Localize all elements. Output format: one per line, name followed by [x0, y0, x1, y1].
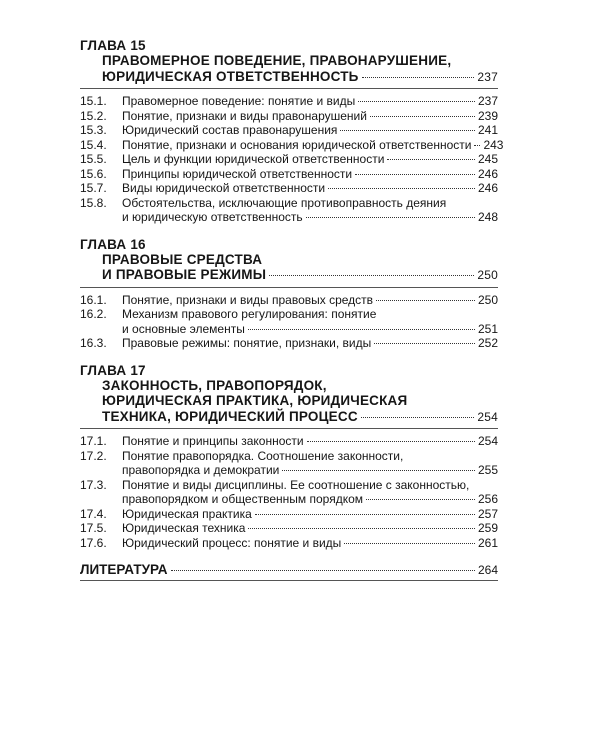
- chapter-divider: [80, 88, 498, 89]
- chapter-section: [80, 237, 498, 351]
- entry-body: [122, 181, 498, 196]
- entry-title: Понятие, признаки и виды правовых средств: [122, 292, 374, 307]
- toc-entry: [80, 137, 504, 153]
- entry-body: [122, 167, 498, 182]
- entry-title-last-line: [122, 152, 498, 167]
- chapter-title: [102, 378, 498, 426]
- entry-page-number: 259: [477, 521, 498, 535]
- entry-title-last-line: [122, 492, 498, 507]
- entry-number: 15.5.: [80, 152, 107, 166]
- entry-page-number: 257: [477, 506, 498, 521]
- entry-title-last-line: [122, 210, 498, 225]
- chapter-title-line: ЮРИДИЧЕСКАЯ ПРАКТИКА, ЮРИДИЧЕСКАЯ: [102, 393, 408, 408]
- toc-entry: [80, 434, 498, 449]
- entry-title-last-line: [122, 322, 498, 337]
- entry-title-last-line: [122, 109, 498, 124]
- chapter-title: [102, 53, 498, 85]
- entry-body: [122, 152, 498, 167]
- dot-leader: [340, 130, 475, 131]
- entry-page-number: 246: [477, 166, 498, 181]
- chapter-title-text: ТЕХНИКА, ЮРИДИЧЕСКИЙ ПРОЦЕСС: [102, 408, 358, 424]
- dot-leader: [282, 470, 475, 471]
- chapter-title-line: ПРАВОВЫЕ СРЕДСТВА: [102, 251, 263, 267]
- entry-body: [122, 536, 498, 551]
- entry-title: Юридическая практика: [122, 506, 252, 521]
- entry-title: Юридическая техника: [122, 521, 246, 535]
- chapter-label: ГЛАВА 15: [80, 38, 146, 53]
- entry-number: 15.4.: [80, 137, 107, 152]
- chapter-divider: [80, 428, 498, 429]
- entry-number: 17.2.: [80, 448, 107, 463]
- chapter-label: ГЛАВА 17: [80, 362, 146, 378]
- entry-body: [122, 336, 498, 351]
- entry-title-last-line: [122, 521, 498, 536]
- entry-body: [122, 449, 498, 478]
- dot-leader: [344, 543, 475, 544]
- entry-page-number: 254: [477, 434, 498, 448]
- entry-title: Понятие, признаки и виды правонарушений: [122, 108, 367, 123]
- toc-entry: [80, 152, 498, 167]
- toc-entry: [80, 181, 498, 196]
- entry-page-number: 246: [477, 181, 498, 195]
- entry-page-number: 248: [477, 210, 498, 224]
- chapter-divider: [80, 287, 498, 288]
- entry-title-line: Понятие и виды дисциплины. Ее соотношение с законностью,: [122, 477, 470, 492]
- entry-title: Цель и функции юридической ответственности: [122, 152, 385, 166]
- toc-entry: [80, 507, 498, 522]
- chapter-title-last-line: [102, 69, 498, 86]
- toc-entry: [80, 109, 498, 124]
- dot-leader: [362, 77, 475, 78]
- dot-leader: [248, 329, 475, 330]
- entry-number: 17.1.: [80, 434, 107, 448]
- entry-number: 15.8.: [80, 195, 107, 210]
- entry-body: [122, 521, 498, 536]
- chapter-section: [80, 38, 504, 225]
- toc-entry: [80, 293, 498, 308]
- chapter-page-number: 250: [477, 268, 498, 282]
- entry-number: 17.5.: [80, 521, 107, 535]
- entry-title: правопорядком и общественным порядком: [122, 492, 364, 506]
- entry-page-number: 255: [477, 463, 498, 477]
- entry-body: [122, 293, 498, 308]
- entry-title-last-line: [122, 167, 498, 182]
- entry-title: Понятие и принципы законности: [122, 434, 304, 448]
- entry-number: 16.2.: [80, 307, 107, 321]
- entry-body: [122, 94, 498, 109]
- literature-entry: [80, 562, 498, 577]
- entry-number: 17.4.: [80, 506, 107, 521]
- entry-page-number: 241: [477, 123, 498, 137]
- entry-title-last-line: [122, 536, 498, 551]
- entry-body: [122, 109, 498, 124]
- dot-leader: [374, 343, 475, 344]
- entry-body: [122, 196, 498, 225]
- entry-page-number: 245: [477, 152, 498, 166]
- entry-number: 17.6.: [80, 535, 107, 550]
- toc-entry: [80, 196, 498, 225]
- literature-label: ЛИТЕРАТУРА: [80, 562, 168, 577]
- dot-leader: [248, 528, 475, 529]
- entry-page-number: 256: [477, 492, 498, 506]
- entry-title: Юридический процесс: понятие и виды: [122, 535, 342, 550]
- chapter-page-number: 254: [477, 409, 498, 424]
- entry-title: правопорядка и демократии: [122, 463, 280, 477]
- entry-body: [122, 507, 498, 522]
- toc-entry: [80, 94, 498, 109]
- entry-page-number: 243: [483, 137, 504, 152]
- dot-leader: [255, 514, 475, 515]
- entry-title-last-line: [122, 293, 498, 308]
- entry-title-line: Понятие правопорядка. Соотношение законности,: [122, 448, 404, 463]
- entry-body: [122, 123, 498, 138]
- dot-leader: [328, 188, 475, 189]
- chapter-section: [80, 363, 498, 551]
- entry-title-last-line: [122, 507, 498, 522]
- toc-entry: [80, 521, 498, 536]
- dot-leader: [358, 101, 475, 102]
- entry-title-line: Механизм правового регулирования: понятие: [122, 307, 377, 321]
- chapter-title: [102, 252, 498, 284]
- entry-body: [122, 434, 498, 449]
- dot-leader: [387, 159, 475, 160]
- entry-title-last-line: [122, 94, 498, 109]
- entry-title: и юридическую ответственность: [122, 210, 303, 224]
- chapter-title-line: ЗАКОННОСТЬ, ПРАВОПОРЯДОК,: [102, 377, 327, 393]
- toc-entry: [80, 536, 498, 551]
- dot-leader: [307, 441, 475, 442]
- literature-page-number: 264: [477, 563, 498, 577]
- literature-divider: [80, 580, 498, 581]
- entry-number: 15.3.: [80, 123, 107, 137]
- entry-title-last-line: [122, 434, 498, 449]
- chapter-title-last-line: [102, 409, 498, 426]
- dot-leader: [355, 174, 475, 175]
- entry-title-last-line: [122, 463, 498, 478]
- toc-entry: [80, 307, 498, 336]
- entry-title: Принципы юридической ответственности: [122, 166, 353, 181]
- entry-page-number: 239: [477, 108, 498, 123]
- dot-leader: [376, 300, 475, 301]
- entry-body: [122, 307, 498, 336]
- entry-page-number: 261: [477, 535, 498, 550]
- toc-entry: [80, 167, 498, 182]
- chapter-page-number: 237: [477, 69, 498, 84]
- entry-title: Понятие, признаки и основания юридической ответственности: [122, 137, 472, 152]
- dot-leader: [361, 417, 475, 418]
- entry-number: 15.6.: [80, 166, 107, 181]
- entry-title-last-line: [122, 123, 498, 138]
- toc-entry: [80, 478, 498, 507]
- entry-title-last-line: [122, 181, 498, 196]
- dot-leader: [370, 116, 475, 117]
- entry-page-number: 250: [477, 292, 498, 307]
- chapter-title-text: ЮРИДИЧЕСКАЯ ОТВЕТСТВЕННОСТЬ: [102, 68, 359, 84]
- toc-entry: [80, 123, 498, 138]
- entry-title: Правомерное поведение: понятие и виды: [122, 94, 356, 108]
- entry-body: [122, 137, 504, 153]
- entry-title-last-line: [122, 336, 498, 351]
- entry-body: [122, 478, 498, 507]
- entry-page-number: 237: [477, 94, 498, 108]
- entry-number: 15.2.: [80, 108, 107, 123]
- entry-page-number: 252: [477, 336, 498, 350]
- entry-number: 16.3.: [80, 336, 107, 350]
- entry-number: 15.7.: [80, 181, 107, 195]
- entry-title: и основные элементы: [122, 321, 245, 336]
- entry-title: Виды юридической ответственности: [122, 181, 326, 195]
- entry-title: Юридический состав правонарушения: [122, 123, 338, 137]
- toc-entry: [80, 336, 498, 351]
- chapter-title-text: И ПРАВОВЫЕ РЕЖИМЫ: [102, 267, 267, 282]
- chapter-title-last-line: [102, 267, 498, 284]
- dot-leader: [474, 145, 480, 146]
- dot-leader: [269, 275, 474, 276]
- dot-leader: [306, 217, 475, 218]
- table-of-contents: [80, 38, 504, 586]
- entry-number: 16.1.: [80, 292, 107, 307]
- toc-entry: [80, 449, 498, 478]
- entry-title-last-line: [122, 137, 504, 153]
- entry-number: 17.3.: [80, 477, 107, 492]
- entry-number: 15.1.: [80, 94, 107, 108]
- entry-title-line: Обстоятельства, исключающие противоправность деяния: [122, 195, 447, 210]
- dot-leader: [366, 499, 475, 500]
- chapter-title-line: ПРАВОМЕРНОЕ ПОВЕДЕНИЕ, ПРАВОНАРУШЕНИЕ,: [102, 53, 452, 68]
- dot-leader: [171, 570, 475, 571]
- chapter-label: ГЛАВА 16: [80, 236, 146, 252]
- entry-title: Правовые режимы: понятие, признаки, виды: [122, 336, 372, 350]
- entry-page-number: 251: [477, 321, 498, 336]
